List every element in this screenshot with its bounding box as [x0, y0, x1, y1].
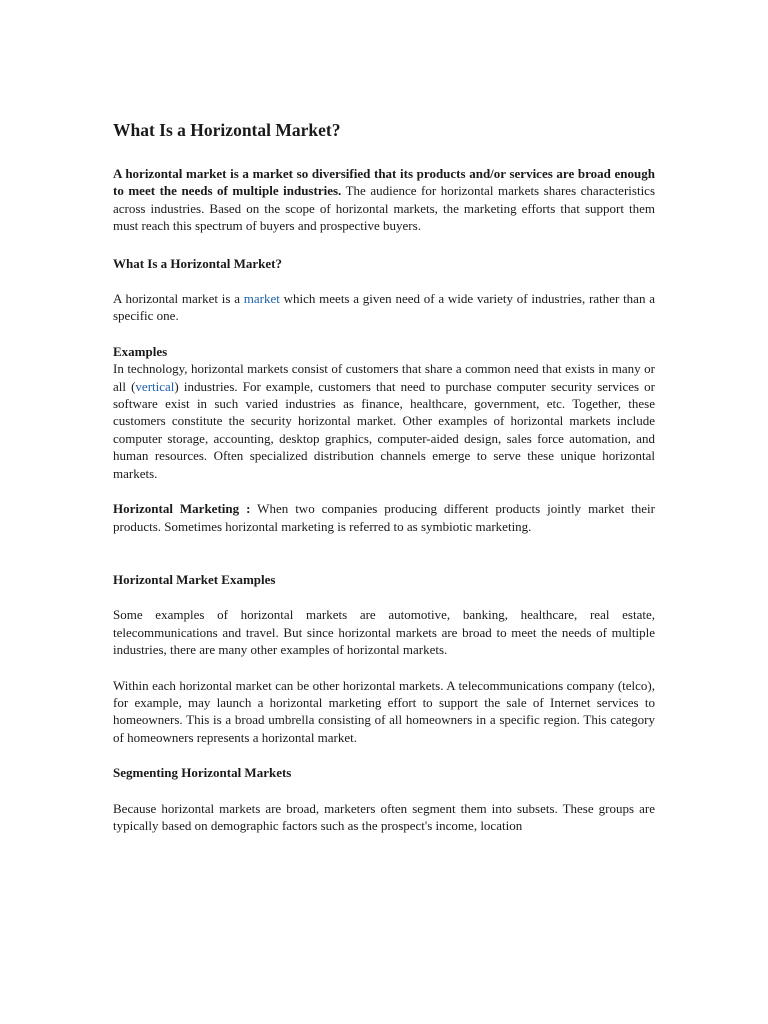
horizontal-marketing-term: Horizontal Marketing : — [113, 501, 251, 517]
market-examples-paragraph-2: Within each horizontal market can be other horizontal markets. A telecommunications company (telco), for example, may launch a horizontal marketing effort to support the sale of Internet services to homeowners. This is a broad umbrella consisting of all homeowners in a specific region. This category of homeowners represents a horizontal market. — [113, 677, 655, 745]
definition-text-end: which meets a given need of a wide variety of industries, rather than a specific one. — [113, 291, 655, 324]
examples-text-start: In technology, horizontal markets consist of customers that share a common need that exists in many or all ( — [113, 361, 655, 394]
document-page — [113, 119, 655, 834]
page-title: What Is a Horizontal Market? — [113, 120, 341, 140]
section-heading-examples: Examples — [113, 343, 168, 359]
horizontal-marketing-paragraph — [113, 500, 655, 535]
market-examples-paragraph-1: Some examples of horizontal markets are automotive, banking, healthcare, real estate, telecommunications and travel. But since horizontal markets are broad to meet the needs of multiple industries, there are many other examples of horizontal markets. — [113, 607, 655, 658]
intro-paragraph — [113, 165, 655, 235]
examples-paragraph — [113, 360, 655, 482]
section-heading-market-examples: Horizontal Market Examples — [113, 571, 276, 587]
definition-text-start: A horizontal market is a — [113, 291, 244, 307]
intro-text: The audience for horizontal markets shares characteristics across industries. Based on the scope of horizontal markets, the marketing efforts that support them must reach this spectrum of buyers and prospective buyers. — [113, 183, 656, 234]
examples-text-end: ) industries. For example, customers that need to purchase computer security services or software exist in such varied industries as finance, healthcare, government, etc. Together, these customers constitute the security horizontal market. Other examples of horizontal markets include computer storage, accounting, desktop graphics, computer-aided design, sales force automation, and human resources. Often specialized distribution channels emerge to serve these unique horizontal markets. — [113, 378, 655, 481]
intro-bold-text: A horizontal market is a market so diversified that its products and/or services are broad enough to meet the needs of multiple industries. — [113, 166, 655, 199]
segmenting-paragraph: Because horizontal markets are broad, marketers often segment them into subsets. These groups are typically based on demographic factors such as the prospect's income, location — [113, 800, 655, 833]
horizontal-marketing-text: When two companies producing different products jointly market their products. Sometimes horizontal marketing is referred to as symbiotic marketing. — [113, 501, 655, 534]
section-heading-segmenting: Segmenting Horizontal Markets — [113, 765, 292, 781]
definition-paragraph — [113, 290, 655, 325]
market-link[interactable]: market — [243, 291, 280, 307]
section-heading-what-is: What Is a Horizontal Market? — [113, 255, 282, 271]
vertical-link[interactable]: vertical — [135, 378, 175, 394]
